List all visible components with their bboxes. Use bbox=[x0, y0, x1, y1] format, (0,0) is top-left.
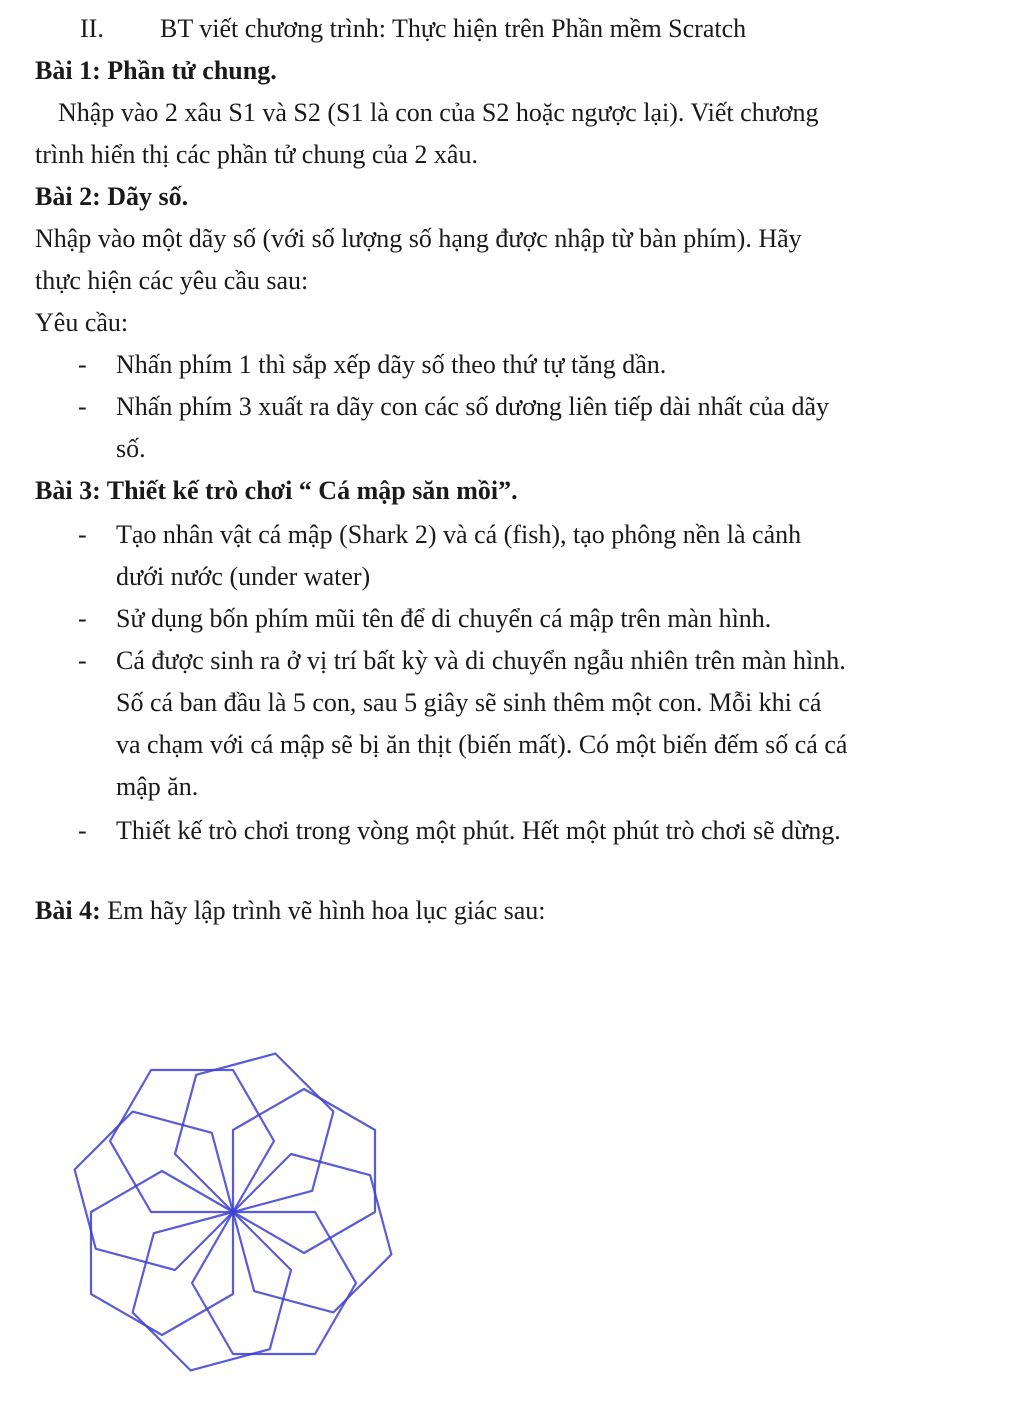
list-item-line: Sử dụng bốn phím mũi tên để di chuyển cá mập trên màn hình. bbox=[116, 604, 772, 633]
list-dash: - bbox=[78, 520, 87, 549]
hexagon-petal bbox=[75, 1112, 233, 1270]
list-dash: - bbox=[78, 646, 87, 675]
bai2-text-line1: Nhập vào một dãy số (với số lượng số hạng được nhập từ bàn phím). Hãy bbox=[35, 224, 802, 253]
list-item-line: Cá được sinh ra ở vị trí bất kỳ và di chuyển ngẫu nhiên trên màn hình. bbox=[116, 646, 846, 675]
bai2-text-line2: thực hiện các yêu cầu sau: bbox=[35, 266, 309, 295]
list-item-line: Nhấn phím 1 thì sắp xếp dãy số theo thứ tự tăng dần. bbox=[116, 350, 667, 379]
list-item-line: Tạo nhân vật cá mập (Shark 2) và cá (fish), tạo phông nền là cảnh bbox=[116, 520, 802, 549]
bai4-heading bbox=[35, 890, 546, 932]
hexagon-petal bbox=[133, 1212, 291, 1370]
hexagon-petal bbox=[175, 1054, 333, 1212]
bai1-text-line1: Nhập vào 2 xâu S1 và S2 (S1 là con của S2 hoặc ngược lại). Viết chương bbox=[58, 98, 819, 127]
list-item-line: số. bbox=[116, 434, 146, 463]
list-item-line: Số cá ban đầu là 5 con, sau 5 giây sẽ sinh thêm một con. Mỗi khi cá bbox=[116, 688, 822, 717]
list-item-line: Thiết kế trò chơi trong vòng một phút. Hết một phút trò chơi sẽ dừng. bbox=[116, 816, 841, 845]
section-title: BT viết chương trình: Thực hiện trên Phần mềm Scratch bbox=[160, 14, 747, 43]
list-item-line: va chạm với cá mập sẽ bị ăn thịt (biến mất). Có một biến đếm số cá cá bbox=[116, 730, 848, 759]
hexagon-flower-icon bbox=[55, 1030, 415, 1390]
list-dash: - bbox=[78, 392, 87, 421]
list-dash: - bbox=[78, 604, 87, 633]
hexagon-petal bbox=[233, 1154, 391, 1312]
bai1-text-line2: trình hiển thị các phần tử chung của 2 xâu. bbox=[35, 140, 478, 169]
list-item-line: Nhấn phím 3 xuất ra dãy con các số dương liên tiếp dài nhất của dãy bbox=[116, 392, 830, 421]
bai2-yeu-cau: Yêu cầu: bbox=[35, 308, 129, 337]
bai4-heading-label: Bài 4: bbox=[35, 896, 101, 925]
list-dash: - bbox=[78, 816, 87, 845]
bai1-heading: Bài 1: Phần tử chung. bbox=[35, 56, 277, 85]
list-dash: - bbox=[78, 350, 87, 379]
bai3-heading: Bài 3: Thiết kế trò chơi “ Cá mập săn mồi”. bbox=[35, 476, 518, 505]
bai4-heading-text: Em hãy lập trình vẽ hình hoa lục giác sau: bbox=[100, 896, 546, 925]
list-item-line: dưới nước (under water) bbox=[116, 562, 371, 591]
list-item-line: mập ăn. bbox=[116, 772, 199, 801]
bai2-heading: Bài 2: Dãy số. bbox=[35, 182, 189, 211]
hexagon-flower-figure bbox=[55, 1030, 415, 1390]
section-number: II. bbox=[80, 14, 104, 43]
